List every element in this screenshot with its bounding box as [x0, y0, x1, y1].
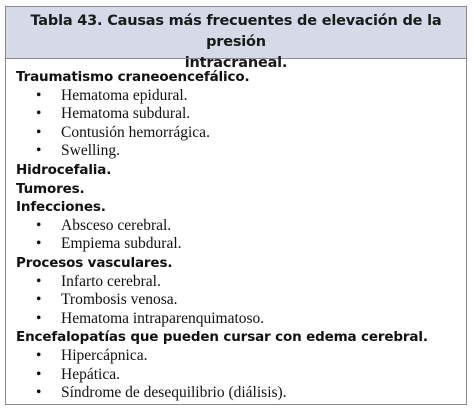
table-header: [6, 7, 466, 71]
bullet-icon: •: [36, 123, 42, 141]
bullet-icon: •: [36, 384, 42, 402]
item-list: [16, 217, 466, 254]
section-heading: Traumatismo craneoencefálico.: [16, 69, 250, 85]
list-item: [16, 87, 466, 106]
list-item-label: Hipercápnica.: [61, 346, 148, 364]
bullet-icon: •: [36, 291, 42, 309]
list-item-label: Hepática.: [61, 365, 120, 383]
section-tumors: [16, 180, 466, 199]
table-body: [6, 59, 466, 403]
list-item: [16, 310, 466, 329]
item-list: [16, 347, 466, 403]
list-item: [16, 217, 466, 236]
section-encephalopathies: [16, 328, 466, 402]
section-heading: Procesos vasculares.: [16, 254, 173, 271]
section-heading: Infecciones.: [16, 199, 106, 216]
list-item-label: Trombosis venosa.: [61, 291, 178, 309]
bullet-icon: •: [36, 216, 42, 234]
list-item-label: Hematoma intraparenquimatoso.: [61, 309, 265, 327]
item-list: [16, 87, 466, 161]
list-item: [16, 142, 466, 161]
bullet-icon: •: [36, 272, 42, 290]
bullet-icon: •: [36, 86, 42, 104]
list-item-label: Contusión hemorrágica.: [61, 123, 210, 141]
table-title-line-2: intracraneal.: [184, 55, 288, 71]
section-trauma: [16, 68, 466, 161]
list-item-label: Hematoma epidural.: [61, 86, 188, 104]
list-item: [16, 235, 466, 254]
bullet-icon: •: [36, 142, 42, 160]
table-title-line-1: Tabla 43. Causas más frecuentes de elevación de la presión: [30, 13, 442, 50]
list-item: [16, 124, 466, 143]
section-heading: Encefalopatías que pueden cursar con edema cerebral.: [16, 329, 428, 346]
bullet-icon: •: [36, 235, 42, 253]
section-vascular: [16, 254, 466, 328]
list-item: [16, 366, 466, 385]
list-item-label: Empiema subdural.: [61, 235, 182, 253]
list-item: [16, 384, 466, 403]
section-heading: Hidrocefalia.: [16, 161, 112, 178]
list-item: [16, 347, 466, 366]
bullet-icon: •: [36, 105, 42, 123]
section-heading: Tumores.: [16, 180, 85, 197]
bullet-icon: •: [36, 309, 42, 327]
list-item-label: Hematoma subdural.: [61, 105, 191, 123]
section-hydrocephalus: [16, 161, 466, 180]
list-item: [16, 105, 466, 124]
list-item: [16, 291, 466, 310]
list-item-label: Swelling.: [61, 142, 120, 160]
bullet-icon: •: [36, 346, 42, 364]
section-infections: [16, 198, 466, 254]
item-list: [16, 273, 466, 329]
list-item: [16, 273, 466, 292]
list-item-label: Síndrome de desequilibrio (diálisis).: [61, 384, 287, 402]
causes-table: [5, 6, 467, 405]
list-item-label: Infarto cerebral.: [61, 272, 161, 290]
bullet-icon: •: [36, 365, 42, 383]
list-item-label: Absceso cerebral.: [61, 216, 172, 234]
